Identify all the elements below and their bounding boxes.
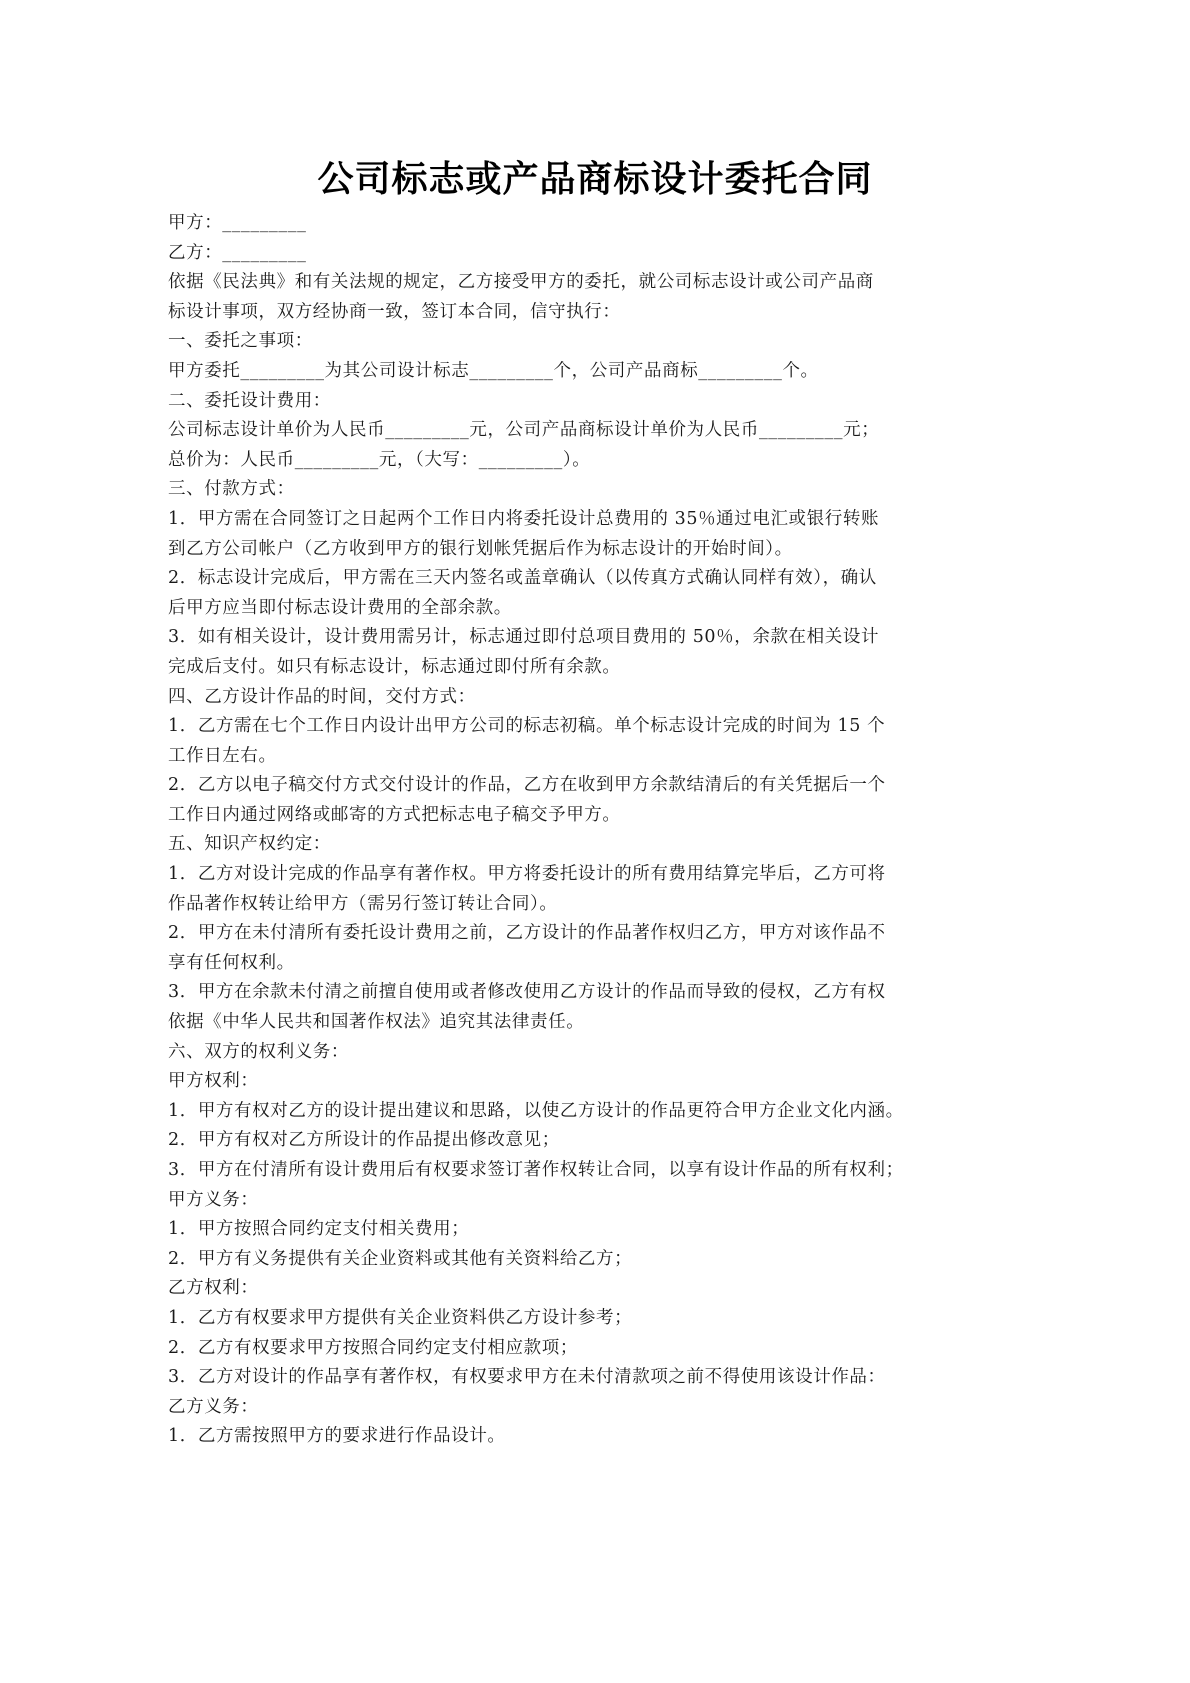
clause-3-3-line-1: 3．如有相关设计，设计费用需另计，标志通过即付总项目费用的 50％，余款在相关设计 [168,627,880,648]
party-b-obligation-1: 1．乙方需按照甲方的要求进行作品设计。 [168,1426,506,1447]
section-heading-1: 一、委托之事项： [168,331,313,352]
clause-5-1-line-1: 1．乙方对设计完成的作品享有著作权。甲方将委托设计的所有费用结算完毕后，乙方可将 [168,864,886,885]
party-b-right-2: 2．乙方有权要求甲方按照合同约定支付相应款项； [168,1337,578,1358]
clause-3-2-line-1: 2．标志设计完成后，甲方需在三天内签名或盖章确认（以传真方式确认同样有效），确认 [168,568,877,589]
clause-4-1-line-1: 1．乙方需在七个工作日内设计出甲方公司的标志初稿。单个标志设计完成的时间为 15 个 [168,716,886,737]
party-a-obligation-1: 1．甲方按照合同约定支付相关费用； [168,1219,470,1240]
clause-5-2-line-1: 2．甲方在未付清所有委托设计费用之前，乙方设计的作品著作权归乙方，甲方对该作品不 [168,923,886,944]
section-2-unit-price: 公司标志设计单价为人民币_________元，公司产品商标设计单价为人民币_________元； [168,420,880,441]
section-heading-6: 六、双方的权利义务： [168,1041,349,1062]
preamble-line-2: 标设计事项，双方经协商一致，签订本合同，信守执行： [168,301,621,322]
party-a-right-3: 3．甲方在付清所有设计费用后有权要求签订著作权转让合同，以享有设计作品的所有权利； [168,1160,904,1180]
party-a-rights-heading: 甲方权利： [168,1071,259,1092]
party-b-obligations-heading: 乙方义务： [168,1396,259,1417]
section-1-content: 甲方委托_________为其公司设计标志_________个，公司产品商标_________个。 [168,360,819,381]
clause-4-1-line-2: 工作日左右。 [168,745,277,766]
document-body [168,209,1028,1452]
party-a-obligations-heading: 甲方义务： [168,1189,259,1210]
section-heading-5: 五、知识产权约定： [168,834,331,855]
party-a-obligation-2: 2．甲方有义务提供有关企业资料或其他有关资料给乙方； [168,1248,633,1269]
clause-4-2-line-2: 工作日内通过网络或邮寄的方式把标志电子稿交予甲方。 [168,804,621,825]
party-a-right-1: 1．甲方有权对乙方的设计提出建议和思路，以使乙方设计的作品更符合甲方企业文化内涵。 [168,1100,904,1121]
clause-5-3-line-2: 依据《中华人民共和国著作权法》追究其法律责任。 [168,1012,585,1033]
clause-5-3-line-1: 3．甲方在余款未付清之前擅自使用或者修改使用乙方设计的作品而导致的侵权，乙方有权 [168,982,886,1003]
clause-3-1-line-2: 到乙方公司帐户（乙方收到甲方的银行划帐凭据后作为标志设计的开始时间）。 [168,538,793,559]
party-b-right-1: 1．乙方有权要求甲方提供有关企业资料供乙方设计参考； [168,1307,633,1328]
party-b-rights-heading: 乙方权利： [168,1278,259,1299]
document-title: 公司标志或产品商标设计委托合同 [317,159,873,200]
clause-5-2-line-2: 享有任何权利。 [168,952,295,973]
clause-3-3-line-2: 完成后支付。如只有标志设计，标志通过即付所有余款。 [168,656,621,677]
preamble-line-1: 依据《民法典》和有关法规的规定，乙方接受甲方的委托，就公司标志设计或公司产品商 [168,272,874,293]
section-heading-3: 三、付款方式： [168,479,295,500]
section-heading-2: 二、委托设计费用： [168,390,331,411]
clause-4-2-line-1: 2．乙方以电子稿交付方式交付设计的作品，乙方在收到甲方余款结清后的有关凭据后一个 [168,775,886,796]
party-b-line: 乙方：_________ [168,242,307,263]
clause-5-1-line-2: 作品著作权转让给甲方（需另行签订转让合同）。 [168,893,558,914]
clause-3-1-line-1: 1．甲方需在合同签订之日起两个工作日内将委托设计总费用的 35％通过电汇或银行转账 [168,508,880,529]
section-heading-4: 四、乙方设计作品的时间，交付方式： [168,686,476,707]
section-2-total-price: 总价为：人民币_________元，（大写：_________）。 [168,449,591,470]
party-a-right-2: 2．甲方有权对乙方所设计的作品提出修改意见； [168,1130,560,1151]
party-a-line: 甲方：_________ [168,213,307,233]
party-b-right-3: 3．乙方对设计的作品享有著作权，有权要求甲方在未付清款项之前不得使用该设计作品： [168,1367,886,1388]
clause-3-2-line-2: 后甲方应当即付标志设计费用的全部余款。 [168,597,512,618]
